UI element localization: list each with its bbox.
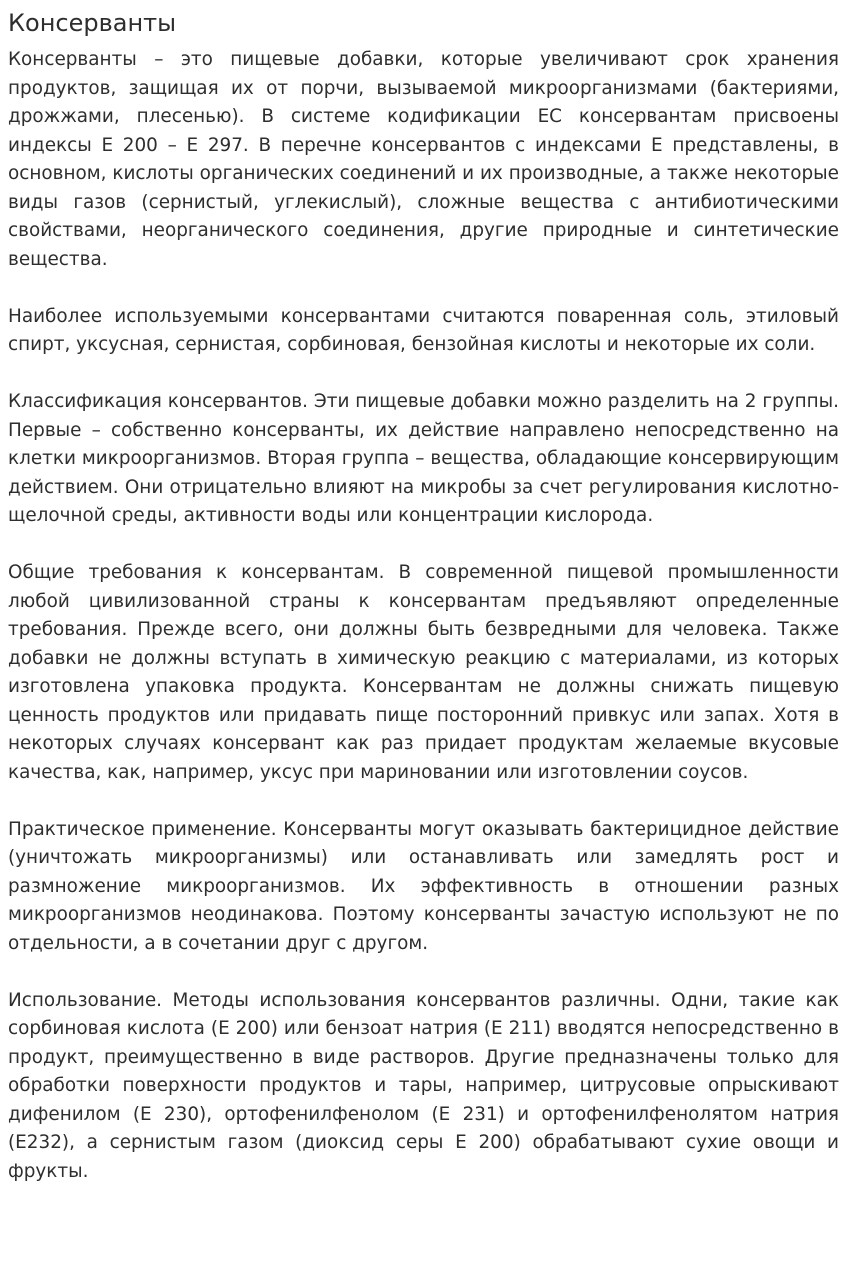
paragraph-classification: Классификация консервантов. Эти пищевые добавки можно разделить на 2 группы. Первые – собственно консерванты, их действие направлено непосредственно на клетки микроорганизмов. Вторая группа – вещества, обладающие консервирующим действием. Они отрицательно влияют на микробы за счет регулирования кислотно-щелочной среды, активности воды или концентрации кислорода. bbox=[8, 391, 839, 526]
paragraph-common-preservatives: Наиболее используемыми консервантами считаются поваренная соль, этиловый спирт, уксусная, сернистая, сорбиновая, бензойная кислоты и некоторые их соли. bbox=[8, 305, 839, 355]
paragraph-requirements: Общие требования к консервантам. В современной пищевой промышленности любой цивилизованной страны к консервантам предъявляют определенные требования. Прежде всего, они должны быть безвредными для человека. Также добавки не должны вступать в химическую реакцию с материалами, из которых изготовлена упаковка продукта. Консервантам не должны снижать пищевую ценность продуктов или придавать пище посторонний привкус или запах. Хотя в некоторых случаях консервант как раз придает продуктам желаемые вкусовые качества, как, например, уксус при мариновании или изготовлении соусов. bbox=[8, 562, 839, 783]
article-title: Консерванты bbox=[8, 9, 177, 37]
paragraph-practical-use: Практическое применение. Консерванты могут оказывать бактерицидное действие (уничтожать микроорганизмы) или останавливать или замедлять рост и размножение микроорганизмов. Их эффективность в отношении разных микроорганизмов неодинакова. Поэтому консерванты зачастую используют не по отдельности, а в сочетании друг с другом. bbox=[8, 818, 839, 954]
paragraph-usage-methods: Использование. Методы использования консервантов различны. Одни, такие как сорбиновая кислота (Е 200) или бензоат натрия (Е 211) вводятся непосредственно в продукт, преимущественно в виде растворов. Другие предназначены только для обработки поверхности продуктов и тары, например, цитрусовые опрыскивают дифенилом (Е 230), ортофенилфенолом (Е 231) и ортофенилфенолятом натрия (Е232), а сернистым газом (диоксид серы Е 200) обрабатывают сухие овощи и фрукты. bbox=[8, 989, 839, 1182]
paragraph-intro: Консерванты – это пищевые добавки, которые увеличивают срок хранения продуктов, защищая их от порчи, вызываемой микроорганизмами (бактериями, дрожжами, плесенью). В системе кодификации ЕС консервантам присвоены индексы Е 200 – Е 297. В перечне консервантов с индексами Е представлены, в основном, кислоты органических соединений и их производные, а также некоторые виды газов (сернистый, углекислый), сложные вещества с антибиотическими свойствами, неорганического соединения, другие природные и синтетические вещества. bbox=[8, 49, 839, 270]
